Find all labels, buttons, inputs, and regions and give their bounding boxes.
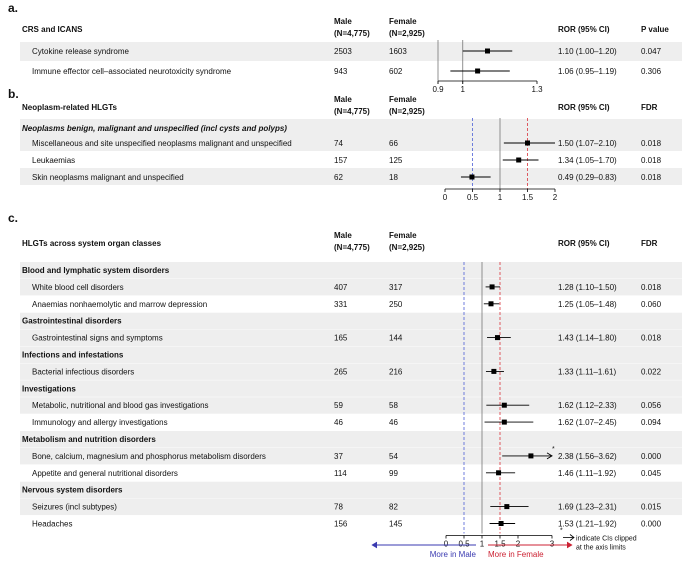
p-value: 0.000 (641, 519, 662, 529)
row-label: Immune effector cell–associated neurotoxicity syndrome (32, 67, 232, 76)
row-label: Cytokine release syndrome (32, 47, 129, 56)
p-column-header: FDR (641, 103, 658, 112)
female-count: 46 (389, 418, 398, 428)
female-count: 99 (389, 468, 398, 478)
male-count: 59 (334, 401, 343, 411)
point-estimate (502, 420, 507, 425)
p-value: 0.018 (641, 333, 662, 343)
female-count: 317 (389, 282, 403, 292)
panel-c-tick-label: 0.5 (458, 539, 470, 549)
panel-b-tick-label: 0 (442, 193, 448, 202)
group-label: Infections and infestations (22, 350, 124, 360)
male-count: 46 (334, 418, 343, 428)
group-label: Metabolism and nutrition disorders (22, 435, 156, 444)
female-count: 602 (389, 67, 403, 76)
panel-a-tick-label: 1.3 (531, 85, 543, 94)
p-value: 0.000 (641, 451, 662, 461)
female-count: 66 (389, 139, 398, 148)
group-label: Investigations (22, 384, 76, 394)
p-value: 0.045 (641, 468, 662, 478)
ror-value: 1.69 (1.23–2.31) (558, 502, 617, 512)
row-label: Leukaemias (32, 156, 76, 165)
panel-b-tick-label: 0.5 (466, 193, 479, 202)
panel-header-label: CRS and ICANS (22, 25, 83, 34)
point-estimate (475, 69, 480, 74)
panel-c-tick-label: 0 (443, 539, 449, 549)
ror-value: 1.62 (1.12–2.33) (558, 401, 617, 411)
footnote-line-2: at the axis limits (576, 544, 626, 552)
p-value: 0.018 (641, 156, 662, 165)
female-count: 18 (389, 173, 398, 182)
p-column-header: P value (641, 25, 669, 34)
ror-value: 1.10 (1.00–1.20) (558, 47, 617, 56)
ror-value: 1.25 (1.05–1.48) (558, 299, 617, 309)
footnote-line-1: indicate CIs clipped (576, 535, 637, 543)
male-count: 157 (334, 156, 348, 165)
male-column-header: Male (334, 231, 352, 240)
female-count: 216 (389, 367, 403, 377)
row-label: White blood cell disorders (32, 282, 124, 292)
point-estimate (495, 335, 500, 340)
point-estimate (469, 175, 474, 180)
group-label: Blood and lymphatic system disorders (22, 266, 170, 275)
row-label: Immunology and allergy investigations (32, 418, 168, 428)
panel-b-tick-label: 1.5 (521, 193, 534, 202)
ror-value: 0.49 (0.29–0.83) (558, 173, 617, 182)
p-value: 0.018 (641, 139, 662, 148)
male-count: 114 (334, 468, 347, 478)
ror-column-header: ROR (95% CI) (558, 103, 610, 112)
male-count: 2503 (334, 47, 352, 56)
p-value: 0.022 (641, 367, 662, 377)
panel-b-tick-label: 2 (552, 193, 558, 202)
clip-asterisk: * (552, 445, 555, 453)
ror-value: 1.33 (1.11–1.61) (558, 367, 617, 377)
p-value: 0.018 (641, 282, 662, 292)
panel-header-label: Neoplasm-related HLGTs (22, 103, 117, 112)
group-label: Neoplasms benign, malignant and unspecified (incl cysts and polyps) (22, 124, 287, 133)
female-column-header: Female (389, 95, 417, 104)
male-n-header: (N=4,775) (334, 29, 370, 38)
female-count: 145 (389, 519, 403, 529)
row-label: Appetite and general nutritional disorders (32, 468, 178, 478)
panel-a-letter: a. (8, 1, 19, 15)
panel-b-tick-label: 1 (497, 193, 503, 202)
point-estimate (499, 521, 504, 526)
male-arrowhead (372, 542, 377, 548)
point-estimate (496, 470, 501, 475)
female-column-header: Female (389, 231, 417, 240)
male-count: 265 (334, 367, 348, 377)
group-shade (20, 380, 682, 397)
p-value: 0.060 (641, 299, 662, 309)
ror-value: 1.43 (1.14–1.80) (558, 333, 617, 343)
point-estimate (528, 453, 533, 458)
female-count: 144 (389, 333, 403, 343)
male-column-header: Male (334, 95, 352, 104)
female-arrowhead (567, 542, 572, 548)
point-estimate (516, 158, 521, 163)
panel-a-tick-label: 1 (460, 85, 465, 94)
panel-c-tick-label: 2 (515, 539, 521, 549)
ror-value: 2.38 (1.56–3.62) (558, 451, 617, 461)
male-count: 331 (334, 299, 348, 309)
panel-b-letter: b. (8, 87, 19, 101)
male-count: 165 (334, 333, 348, 343)
panel-c-tick-label: 1.5 (494, 539, 506, 549)
panel-c-tick-label: 1 (479, 539, 485, 549)
female-count: 125 (389, 156, 403, 165)
ror-value: 1.50 (1.07–2.10) (558, 139, 617, 148)
male-count: 943 (334, 67, 348, 76)
more-in-male-label: More in Male (429, 550, 476, 559)
male-count: 78 (334, 502, 343, 512)
female-count: 58 (389, 401, 398, 411)
female-column-header: Female (389, 17, 417, 26)
panel-a-tick-label: 0.9 (432, 85, 444, 94)
p-value: 0.015 (641, 502, 662, 512)
point-estimate (491, 369, 496, 374)
female-n-header: (N=2,925) (389, 29, 425, 38)
female-n-header: (N=2,925) (389, 107, 425, 116)
footnote-asterisk: * (560, 527, 563, 535)
point-estimate (485, 49, 490, 54)
male-count: 74 (334, 139, 343, 148)
row-label: Anaemias nonhaemolytic and marrow depression (32, 299, 208, 309)
male-count: 37 (334, 451, 343, 461)
p-value: 0.094 (641, 418, 662, 428)
ror-value: 1.06 (0.95–1.19) (558, 67, 617, 76)
row-label: Headaches (32, 519, 73, 529)
ror-column-header: ROR (95% CI) (558, 25, 610, 34)
ror-value: 1.46 (1.11–1.92) (558, 468, 617, 478)
ror-value: 1.28 (1.10–1.50) (558, 282, 617, 292)
point-estimate (490, 284, 495, 289)
panel-c-letter: c. (8, 211, 19, 225)
row-label: Metabolic, nutritional and blood gas investigations (32, 401, 209, 411)
male-column-header: Male (334, 17, 352, 26)
row-label: Miscellaneous and site unspecified neoplasms malignant and unspecified (32, 139, 292, 148)
ror-value: 1.62 (1.07–2.45) (558, 418, 617, 428)
group-label: Nervous system disorders (22, 485, 123, 495)
more-in-female-label: More in Female (488, 550, 544, 559)
group-label: Gastrointestinal disorders (22, 316, 122, 326)
row-label: Bone, calcium, magnesium and phosphorus metabolism disorders (32, 451, 266, 461)
row-label: Skin neoplasms malignant and unspecified (32, 173, 184, 182)
point-estimate (504, 504, 509, 509)
row-label: Seizures (incl subtypes) (32, 502, 117, 512)
female-n-header: (N=2,925) (389, 243, 425, 252)
panel-c-tick-label: 3 (549, 539, 555, 549)
female-count: 250 (389, 299, 403, 309)
male-n-header: (N=4,775) (334, 243, 370, 252)
ror-column-header: ROR (95% CI) (558, 239, 610, 248)
p-value: 0.018 (641, 173, 662, 182)
ror-value: 1.34 (1.05–1.70) (558, 156, 617, 165)
point-estimate (502, 403, 507, 408)
p-value: 0.306 (641, 67, 662, 76)
row-label: Bacterial infectious disorders (32, 367, 135, 377)
panel-header-label: HLGTs across system organ classes (22, 239, 162, 248)
p-value: 0.056 (641, 401, 662, 411)
male-count: 407 (334, 282, 348, 292)
p-value: 0.047 (641, 47, 662, 56)
point-estimate (489, 301, 494, 306)
ror-value: 1.53 (1.21–1.92) (558, 519, 617, 529)
p-column-header: FDR (641, 239, 658, 248)
female-count: 1603 (389, 47, 407, 56)
female-count: 82 (389, 502, 398, 512)
point-estimate (525, 141, 530, 146)
male-n-header: (N=4,775) (334, 107, 370, 116)
male-count: 156 (334, 519, 348, 529)
male-count: 62 (334, 173, 343, 182)
row-label: Gastrointestinal signs and symptoms (32, 333, 163, 343)
female-count: 54 (389, 451, 398, 461)
